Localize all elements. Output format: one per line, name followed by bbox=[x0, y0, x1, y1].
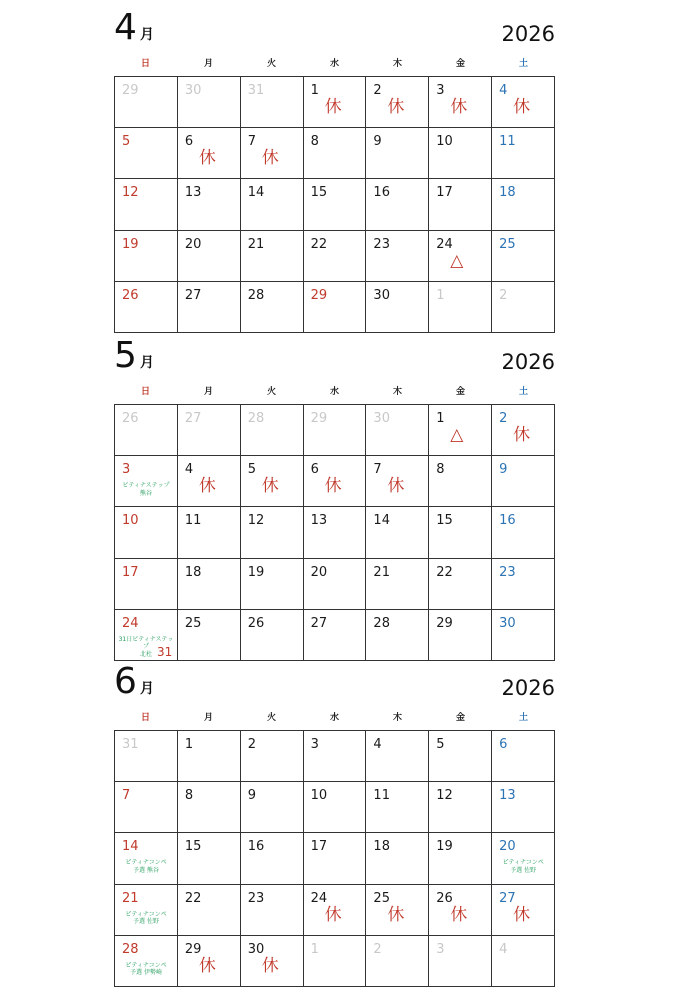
month-suffix: 月 bbox=[140, 27, 154, 43]
day-cell[interactable] bbox=[492, 405, 555, 456]
event-note: ピティナコンペ 予選 熊谷 bbox=[125, 859, 167, 874]
weekday-label: 月 bbox=[203, 387, 213, 397]
day-cell[interactable] bbox=[115, 885, 178, 936]
weekday-header bbox=[114, 380, 555, 404]
day-cell[interactable] bbox=[429, 128, 492, 179]
day-number: 1 bbox=[436, 287, 445, 303]
closed-mark: 休 bbox=[387, 476, 405, 497]
day-cell[interactable] bbox=[429, 559, 492, 610]
day-cell[interactable] bbox=[429, 231, 492, 282]
day-cell[interactable] bbox=[241, 128, 304, 179]
closed-mark: 休 bbox=[450, 97, 468, 117]
day-cell[interactable] bbox=[241, 507, 304, 558]
closed-mark: 休 bbox=[450, 904, 468, 925]
month-april bbox=[114, 8, 555, 333]
day-number: 22 bbox=[310, 236, 328, 252]
day-number: 3 bbox=[122, 462, 131, 478]
day-number: 18 bbox=[499, 185, 516, 201]
day-cell[interactable] bbox=[241, 885, 304, 936]
weekday-label: 月 bbox=[203, 713, 213, 723]
day-cell[interactable] bbox=[304, 77, 367, 128]
weekday-label: 木 bbox=[392, 59, 402, 69]
day-number: 12 bbox=[247, 513, 265, 529]
day-number: 31 bbox=[122, 737, 139, 752]
closed-mark: 休 bbox=[324, 476, 342, 497]
weekday-label: 土 bbox=[518, 59, 528, 69]
day-number: 26 bbox=[247, 615, 265, 631]
day-number: 4 bbox=[499, 941, 508, 957]
weekday-label: 水 bbox=[329, 387, 339, 397]
closed-mark: 休 bbox=[261, 476, 279, 497]
day-cell[interactable] bbox=[178, 179, 241, 230]
day-number: 1 bbox=[184, 737, 194, 752]
year-label: 2026 bbox=[501, 22, 555, 46]
day-number: 11 bbox=[499, 134, 516, 150]
day-cell[interactable] bbox=[492, 179, 555, 230]
day-cell[interactable] bbox=[178, 559, 241, 610]
day-number: 23 bbox=[247, 890, 265, 906]
event-note: ビティナステップ 熊谷 bbox=[122, 482, 170, 497]
weekday-label: 土 bbox=[518, 713, 528, 723]
overflow-day-number: 31 bbox=[157, 644, 173, 659]
weekday-label: 火 bbox=[266, 59, 276, 69]
day-cell[interactable] bbox=[366, 610, 429, 661]
day-cell[interactable] bbox=[492, 507, 555, 558]
closed-mark: 休 bbox=[513, 425, 531, 445]
day-cell[interactable] bbox=[178, 231, 241, 282]
day-cell[interactable] bbox=[178, 833, 241, 884]
day-cell[interactable] bbox=[492, 782, 555, 833]
day-cell[interactable] bbox=[115, 456, 178, 507]
closed-mark: 休 bbox=[261, 955, 279, 976]
day-number: 30 bbox=[184, 83, 202, 98]
weekday-label: 金 bbox=[455, 387, 465, 397]
day-cell[interactable] bbox=[241, 456, 304, 507]
closed-mark: 休 bbox=[261, 148, 279, 169]
day-number: 29 bbox=[310, 287, 328, 303]
weekday-label: 火 bbox=[266, 713, 276, 723]
day-cell[interactable] bbox=[304, 731, 367, 782]
month-number: 5 bbox=[114, 335, 137, 376]
day-number: 9 bbox=[499, 462, 508, 478]
day-cell[interactable] bbox=[115, 179, 178, 230]
day-number: 11 bbox=[184, 513, 202, 529]
day-number: 10 bbox=[436, 134, 453, 150]
day-cell[interactable] bbox=[241, 610, 304, 661]
day-cell[interactable] bbox=[429, 731, 492, 782]
day-number: 30 bbox=[373, 287, 390, 303]
day-cell[interactable] bbox=[492, 128, 555, 179]
day-number: 21 bbox=[373, 564, 390, 580]
day-number: 21 bbox=[122, 890, 139, 906]
day-cell[interactable] bbox=[241, 559, 304, 610]
day-cell[interactable] bbox=[366, 833, 429, 884]
day-cell[interactable] bbox=[178, 885, 241, 936]
day-cell[interactable] bbox=[429, 833, 492, 884]
day-number: 24 bbox=[122, 615, 139, 631]
day-cell[interactable] bbox=[492, 833, 555, 884]
day-number: 12 bbox=[436, 788, 453, 804]
day-cell[interactable] bbox=[178, 405, 241, 456]
day-number: 30 bbox=[373, 411, 390, 426]
day-cell[interactable] bbox=[178, 456, 241, 507]
day-cell[interactable] bbox=[304, 128, 367, 179]
day-cell[interactable] bbox=[429, 456, 492, 507]
closed-mark: 休 bbox=[324, 904, 342, 925]
calendar-grid bbox=[114, 76, 555, 333]
day-cell[interactable] bbox=[366, 456, 429, 507]
day-number: 3 bbox=[310, 737, 319, 752]
day-cell[interactable] bbox=[366, 179, 429, 230]
day-cell[interactable] bbox=[492, 559, 555, 610]
event-note: ピティナコンペ 予選 伊勢崎 bbox=[125, 961, 167, 977]
day-cell[interactable] bbox=[366, 405, 429, 456]
closed-mark: 休 bbox=[387, 97, 405, 117]
day-number: 1 bbox=[310, 941, 319, 957]
day-cell[interactable] bbox=[366, 282, 429, 333]
day-number: 2 bbox=[373, 941, 382, 957]
weekday-label: 水 bbox=[329, 59, 339, 69]
day-number: 17 bbox=[122, 564, 139, 580]
day-number: 23 bbox=[499, 564, 516, 580]
day-cell[interactable] bbox=[429, 77, 492, 128]
month-header bbox=[114, 8, 555, 52]
day-cell[interactable] bbox=[429, 782, 492, 833]
day-cell[interactable] bbox=[304, 231, 367, 282]
weekday-header bbox=[114, 52, 555, 76]
day-cell[interactable] bbox=[241, 782, 304, 833]
day-cell[interactable] bbox=[241, 731, 304, 782]
day-number: 4 bbox=[184, 462, 194, 478]
weekday-label: 木 bbox=[392, 713, 402, 723]
day-number: 29 bbox=[122, 83, 139, 98]
day-cell[interactable] bbox=[115, 282, 178, 333]
day-cell[interactable] bbox=[429, 179, 492, 230]
event-note: ピティナコンペ 予選 佐野 bbox=[125, 910, 167, 926]
day-cell[interactable] bbox=[366, 782, 429, 833]
day-number: 11 bbox=[373, 788, 390, 804]
day-cell[interactable] bbox=[492, 231, 555, 282]
day-number: 25 bbox=[184, 615, 202, 631]
day-number: 24 bbox=[310, 890, 328, 906]
day-number: 20 bbox=[184, 236, 202, 252]
day-cell[interactable] bbox=[366, 731, 429, 782]
day-cell[interactable] bbox=[178, 282, 241, 333]
day-cell[interactable] bbox=[241, 282, 304, 333]
day-cell[interactable] bbox=[366, 559, 429, 610]
day-cell[interactable] bbox=[366, 936, 429, 987]
year-label: 2026 bbox=[501, 350, 555, 374]
day-number: 9 bbox=[247, 788, 256, 804]
day-cell[interactable] bbox=[304, 559, 367, 610]
weekday-label: 日 bbox=[140, 59, 150, 69]
weekday-label: 土 bbox=[518, 387, 528, 397]
day-number: 26 bbox=[122, 411, 139, 426]
day-number: 5 bbox=[436, 737, 445, 752]
day-number: 17 bbox=[436, 185, 453, 201]
day-number: 2 bbox=[373, 83, 382, 98]
day-cell[interactable] bbox=[115, 833, 178, 884]
day-number: 8 bbox=[184, 788, 194, 804]
day-number: 5 bbox=[122, 134, 131, 150]
day-number: 6 bbox=[499, 737, 508, 752]
weekday-label: 金 bbox=[455, 713, 465, 723]
day-cell[interactable] bbox=[241, 405, 304, 456]
day-number: 14 bbox=[122, 839, 139, 855]
day-number: 8 bbox=[436, 462, 445, 478]
day-cell[interactable] bbox=[115, 731, 178, 782]
day-cell[interactable] bbox=[429, 282, 492, 333]
day-number: 13 bbox=[310, 513, 328, 529]
day-number: 8 bbox=[310, 134, 319, 150]
day-cell[interactable] bbox=[241, 833, 304, 884]
day-number: 31 bbox=[247, 83, 265, 98]
closed-mark: 休 bbox=[513, 97, 531, 117]
day-cell[interactable] bbox=[366, 128, 429, 179]
day-number: 28 bbox=[373, 615, 390, 631]
day-cell[interactable] bbox=[115, 782, 178, 833]
closed-mark: 休 bbox=[198, 148, 216, 169]
day-cell[interactable] bbox=[178, 936, 241, 987]
day-number: 19 bbox=[122, 236, 139, 252]
event-note: 31日ビティナステップ 北杜 bbox=[118, 635, 174, 658]
day-number: 2 bbox=[499, 411, 508, 426]
day-number: 30 bbox=[247, 941, 265, 957]
day-cell[interactable] bbox=[429, 610, 492, 661]
day-cell[interactable] bbox=[429, 885, 492, 936]
day-cell[interactable] bbox=[366, 231, 429, 282]
partial-open-mark: △ bbox=[450, 250, 464, 271]
day-number: 22 bbox=[436, 564, 453, 580]
day-cell[interactable] bbox=[366, 885, 429, 936]
day-number: 18 bbox=[373, 839, 390, 855]
day-number: 27 bbox=[184, 411, 202, 426]
weekday-label: 水 bbox=[329, 713, 339, 723]
closed-mark: 休 bbox=[513, 904, 531, 925]
day-cell[interactable] bbox=[115, 77, 178, 128]
month-suffix: 月 bbox=[140, 355, 154, 371]
day-number: 25 bbox=[373, 890, 390, 906]
day-number: 10 bbox=[122, 513, 139, 529]
weekday-label: 金 bbox=[455, 59, 465, 69]
day-cell[interactable] bbox=[304, 610, 367, 661]
day-number: 27 bbox=[184, 287, 202, 303]
weekday-header bbox=[114, 706, 555, 730]
day-cell[interactable] bbox=[304, 507, 367, 558]
month-header bbox=[114, 662, 555, 706]
day-number: 4 bbox=[499, 83, 508, 98]
day-cell[interactable] bbox=[241, 179, 304, 230]
day-number: 7 bbox=[373, 462, 382, 478]
day-cell[interactable] bbox=[115, 507, 178, 558]
day-number: 19 bbox=[247, 564, 265, 580]
day-number: 16 bbox=[247, 839, 265, 855]
day-number: 15 bbox=[436, 513, 453, 529]
day-number: 2 bbox=[499, 287, 508, 303]
day-number: 21 bbox=[247, 236, 265, 252]
event-note: ピティナコンペ 予選 佐野 bbox=[502, 859, 544, 874]
closed-mark: 休 bbox=[198, 955, 216, 976]
day-number: 22 bbox=[184, 890, 202, 906]
day-cell[interactable] bbox=[115, 936, 178, 987]
partial-open-mark: △ bbox=[450, 425, 464, 445]
month-may bbox=[114, 336, 555, 661]
day-number: 15 bbox=[310, 185, 328, 201]
day-cell[interactable] bbox=[241, 231, 304, 282]
day-cell[interactable] bbox=[492, 282, 555, 333]
day-cell[interactable] bbox=[304, 833, 367, 884]
day-number: 2 bbox=[247, 737, 256, 752]
day-number: 19 bbox=[436, 839, 453, 855]
day-cell[interactable] bbox=[178, 782, 241, 833]
day-number: 13 bbox=[184, 185, 202, 201]
day-number: 27 bbox=[499, 890, 516, 906]
day-number: 3 bbox=[436, 83, 445, 98]
day-number: 18 bbox=[184, 564, 202, 580]
day-cell[interactable] bbox=[304, 782, 367, 833]
day-cell[interactable] bbox=[492, 936, 555, 987]
day-number: 14 bbox=[247, 185, 265, 201]
day-number: 30 bbox=[499, 615, 516, 631]
day-number: 7 bbox=[122, 788, 131, 804]
day-number: 1 bbox=[436, 411, 445, 426]
day-cell[interactable] bbox=[178, 507, 241, 558]
day-number: 26 bbox=[122, 287, 139, 303]
day-number: 7 bbox=[247, 134, 256, 150]
day-cell[interactable] bbox=[304, 885, 367, 936]
calendar-grid bbox=[114, 404, 555, 661]
day-cell[interactable] bbox=[429, 936, 492, 987]
day-cell[interactable] bbox=[304, 936, 367, 987]
weekday-label: 火 bbox=[266, 387, 276, 397]
day-number: 1 bbox=[310, 83, 319, 98]
day-cell[interactable] bbox=[492, 456, 555, 507]
day-cell[interactable] bbox=[304, 456, 367, 507]
day-cell[interactable] bbox=[366, 77, 429, 128]
closed-mark: 休 bbox=[324, 97, 342, 117]
day-cell[interactable] bbox=[241, 936, 304, 987]
weekday-label: 月 bbox=[203, 59, 213, 69]
day-number: 28 bbox=[247, 287, 265, 303]
day-cell[interactable] bbox=[178, 128, 241, 179]
day-cell[interactable] bbox=[115, 231, 178, 282]
month-number: 6 bbox=[114, 661, 137, 702]
day-cell[interactable] bbox=[492, 77, 555, 128]
day-cell[interactable] bbox=[429, 405, 492, 456]
day-number: 6 bbox=[310, 462, 319, 478]
day-number: 28 bbox=[247, 411, 265, 426]
day-number: 13 bbox=[499, 788, 516, 804]
weekday-label: 木 bbox=[392, 387, 402, 397]
day-cell[interactable] bbox=[241, 77, 304, 128]
closed-mark: 休 bbox=[198, 476, 216, 497]
day-number: 10 bbox=[310, 788, 328, 804]
year-label: 2026 bbox=[501, 676, 555, 700]
day-number: 25 bbox=[499, 236, 516, 252]
day-number: 3 bbox=[436, 941, 445, 957]
day-number: 16 bbox=[499, 513, 516, 529]
day-number: 4 bbox=[373, 737, 382, 752]
day-number: 16 bbox=[373, 185, 390, 201]
day-number: 26 bbox=[436, 890, 453, 906]
weekday-label: 日 bbox=[140, 387, 150, 397]
day-number: 23 bbox=[373, 236, 390, 252]
day-cell[interactable] bbox=[304, 282, 367, 333]
day-number: 29 bbox=[184, 941, 202, 957]
day-number: 6 bbox=[184, 134, 194, 150]
day-number: 20 bbox=[310, 564, 328, 580]
day-cell[interactable] bbox=[304, 405, 367, 456]
day-cell[interactable] bbox=[492, 885, 555, 936]
day-cell[interactable] bbox=[115, 610, 178, 661]
day-number: 9 bbox=[373, 134, 382, 150]
weekday-label: 日 bbox=[140, 713, 150, 723]
day-cell[interactable] bbox=[366, 507, 429, 558]
month-suffix: 月 bbox=[140, 681, 154, 697]
day-number: 24 bbox=[436, 236, 453, 252]
day-number: 29 bbox=[436, 615, 453, 631]
day-number: 29 bbox=[310, 411, 328, 426]
day-cell[interactable] bbox=[178, 731, 241, 782]
day-number: 15 bbox=[184, 839, 202, 855]
closed-mark: 休 bbox=[387, 904, 405, 925]
day-cell[interactable] bbox=[115, 405, 178, 456]
month-header bbox=[114, 336, 555, 380]
day-cell[interactable] bbox=[492, 610, 555, 661]
day-number: 14 bbox=[373, 513, 390, 529]
day-cell[interactable] bbox=[178, 77, 241, 128]
day-cell[interactable] bbox=[115, 128, 178, 179]
month-number: 4 bbox=[114, 7, 137, 48]
day-number: 28 bbox=[122, 941, 139, 957]
month-june bbox=[114, 662, 555, 987]
calendar-grid bbox=[114, 730, 555, 987]
day-number: 17 bbox=[310, 839, 328, 855]
day-number: 27 bbox=[310, 615, 328, 631]
day-number: 20 bbox=[499, 839, 516, 855]
day-cell[interactable] bbox=[115, 559, 178, 610]
day-number: 12 bbox=[122, 185, 139, 201]
day-number: 5 bbox=[247, 462, 256, 478]
day-cell[interactable] bbox=[429, 507, 492, 558]
day-cell[interactable] bbox=[178, 610, 241, 661]
day-cell[interactable] bbox=[304, 179, 367, 230]
day-cell[interactable] bbox=[492, 731, 555, 782]
